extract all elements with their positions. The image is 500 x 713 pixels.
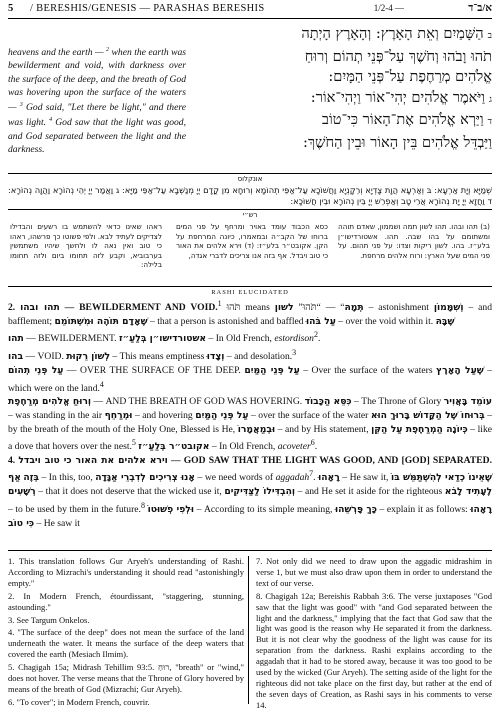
rashi-english-phrase: – and by His statement,: [275, 423, 372, 435]
rashi-english-phrase: – astonishment: [363, 302, 434, 314]
footnotes-left-column: [8, 556, 244, 710]
footnote: 8. Chagigah 12a; Bereishis Rabbah 3:6. The verse juxtaposes "God saw that the light was good" with "and God separated between the light and the darkness," implying that the fact that God saw that the light was good is the reason why He separated it from the darkness. But it is not clear why the goodness of the light was cause for its separation from the darkness. Rashi explains according to the aggadah that it had to be stored away, because it was too good to be used by the wicked (Gur Aryeh). The setting aside of the light for the righteous did not take place on the first day, but rather at the end of the seven days of Creation, as Rashi says in his comments to verse 14.: [256, 590, 492, 710]
rashi-english-phrase: – was standing in the air: [8, 409, 105, 421]
footnotes-right-column: [256, 556, 492, 713]
rashi-foreign-word: acoveter: [277, 441, 311, 453]
verse-4-text: God saw that the light was good, and God separated between the light and the darkness.: [8, 117, 187, 155]
verse-number-4: 4: [49, 117, 53, 124]
rashi-elucidated-paragraph: [8, 454, 492, 530]
rashi-english-phrase: – In Old French,: [209, 441, 278, 453]
rashi-hebrew-phrase: וְהִבְדִּילוֹ לַצַּדִּיקִים: [224, 486, 296, 498]
rashi-english-phrase: – and hovering: [132, 409, 196, 421]
rashi-hebrew-phrase: עַל פְּנֵי הַמַּיִם: [244, 364, 300, 376]
page-number: 5: [8, 3, 14, 14]
rashi-elucidated-rule: [8, 286, 492, 287]
rashi-hebrew-phrase: וּמְרַחֵף: [104, 409, 133, 421]
rashi-english-phrase: – He saw it,: [339, 472, 391, 484]
rashi-english-phrase: – In Old French,: [206, 333, 275, 345]
footnote: 7. Not only did we need to draw upon the aggadic midrashim in verse 1, but we must also draw upon them in order to understand the text of our verse.: [256, 556, 492, 588]
onkelos-label: אונקלוס: [237, 175, 263, 183]
rashi-english-phrase: .: [314, 441, 318, 453]
hebrew-verse-line-text: הַשָּׁמַיִם וְאֵת הָאָרֶץ: וְהָאָרֶץ הָיְתָה: [301, 25, 484, 42]
rashi-english-phrase: – According to its simple meaning,: [193, 504, 335, 516]
rashi-hebrew-phrase: כִּסֵּא הַכָּבוֹד: [304, 396, 352, 408]
rashi-hebrew-phrase: שֶׁאֵינוֹ כְדַאי לְהִשְׁתַּמֵּשׁ בּוֹ רְשָׁעִים: [8, 472, 493, 498]
running-title: / BERESHIS/GENESIS — PARASHAS BERESHIS: [30, 3, 265, 14]
hebrew-verse-line: [192, 24, 492, 47]
hebrew-verse-line-text: וַיַּרְא אֱלֹהִים אֶת־הָאוֹר כִּי־טוֹב: [321, 111, 484, 128]
rashi-english-phrase: – He saw it: [34, 517, 80, 529]
rashi-hebrew-phrase: בְּזֶה: [23, 472, 39, 484]
hebrew-verse-line-text: תֹהוּ וָבֹהוּ וְחֹשֶׁךְ עַל־פְּנֵי תְהוֹם וְרוּחַ: [304, 47, 492, 65]
rashi-elucidated-label: RASHI ELUCIDATED: [211, 289, 289, 296]
hebrew-verse-text: [192, 24, 492, 153]
rashi-hebrew-phrase: עַל בֹּהוּ: [305, 315, 336, 327]
onkelos-text: שְׁמַיָּא וְיָת אַרְעָא: בּ וְאַרְעָא הֲוָת צָדְיָא וְרֵקָנְיָא וַחֲשׁוֹכָא עַל־אַפֵּי תְהוֹמָא וְרוּחָא מִן קֳדָם יְיָ מְנַשְּׁבָא עַל־אַפֵּי מַיָּא: ג וַאֲמַר יְיָ יְהֵי נְהוֹרָא וַהֲוָה נְהוֹרָא: ד וַחֲזָא יְיָ יָת נְהוֹרָא אֲרֵי טָב וְאַפְרֵשׁ יְיָ בֵּין נְהוֹרָא וּבֵין חֲשׁוֹכָא:: [8, 185, 492, 206]
rashi-hebrew-phrase: וירא אלהים את האור כי טוב ויבדל: [18, 454, 168, 466]
rashi-english-phrase: — BEWILDERMENT.: [23, 333, 119, 345]
rashi-english-phrase: – Over the surface of the waters: [299, 364, 437, 376]
header-rule: [8, 18, 492, 19]
rashi-english-phrase: – over the void within it.: [335, 315, 436, 327]
rashi-english-phrase: – which were on the land.: [8, 364, 493, 394]
footnote: 4. "The surface of the deep" does not mean the surface of the land underneath the water. It means the surface of the deep waters that covered the earth (Mesiach Ilmim).: [8, 627, 244, 660]
rashi-english-phrase: – The Throne of Glory: [351, 396, 444, 408]
rashi-hebrew-phrase: עוֹמֵד בָּאֲוִיר: [443, 396, 492, 408]
rashi-english-phrase: — AND THE BREATH OF GOD WAS HOVERING.: [91, 396, 305, 408]
rashi-heading-phrase: — BEWILDERMENT AND VOID.: [59, 302, 218, 314]
rashi-label: רש״י: [242, 211, 258, 219]
rashi-foreign-word: aggadah: [275, 472, 310, 484]
hebrew-verse-line-text: וַיֹּאמֶר אֱלֹהִים יְהִי־אוֹר וַיְהִי־אוֹר:: [310, 88, 486, 106]
verse-3-text: God said, "Let there be light," and there was light.: [8, 102, 186, 129]
rashi-hebrew-phrase: אָנוּ צְרִיכִים לְדִבְרֵי אַגָּדָה: [95, 472, 196, 484]
hebrew-verse-number: ד: [487, 117, 492, 127]
footnote-marker: 2: [313, 330, 318, 340]
rashi-hebrew-phrase: אקובט״ר בְּלַעַ״ז: [138, 441, 210, 453]
rashi-hebrew-phrase: לשון: [274, 302, 294, 314]
rashi-english-phrase: – explain it as follows:: [376, 504, 471, 516]
rashi-hebrew-phrase: תהו: [8, 333, 24, 345]
rashi-english-phrase: – and He set it aside for the righteous: [295, 486, 445, 498]
rashi-elucidated-paragraph: [8, 364, 492, 395]
rashi-hebrew-phrase: וּבְמַאֲמָרוֹ: [237, 423, 276, 435]
rashi-english-phrase: ”תֹּהוּ“ — “: [293, 302, 345, 314]
hebrew-verse-line: [192, 67, 492, 88]
rashi-hebrew-column-1: (ב) תהו ובהו. תהו לשון תמה ושממון, שאדם תוהה ומשתומם על בהו שבה. תהו. אשטורדישו״ן בלע״ז. בהו. לשון ריקות וצדו: על פני תהום. על פני המים שעל הארץ: ורוח אלהים מרחפת.: [338, 222, 490, 260]
hebrew-verse-line-text: וַיַּבְדֵּל אֱלֹהִים בֵּין הָאוֹר וּבֵין הַחֹשֶׁךְ:: [303, 133, 492, 151]
rashi-elucidated-paragraph: [8, 346, 492, 364]
hebrew-verse-number: ב: [487, 31, 492, 41]
rashi-english-phrase: — VOID.: [23, 351, 67, 363]
rashi-heading-phrase: 4.: [8, 454, 19, 466]
rashi-hebrew-phrase: וְרוּחַ אֱלֹהִים מְרַחֶפֶת: [8, 396, 92, 408]
hebrew-verse-line: [192, 47, 492, 68]
rashi-hebrew-phrase: שֶׁעַל הָאָרֶץ: [436, 364, 484, 376]
rashi-english-phrase: — OVER THE SURFACE OF THE DEEP.: [63, 364, 245, 376]
footnotes-column-divider: [248, 556, 249, 704]
english-translation: [8, 44, 186, 156]
rashi-english-phrase: – we need words of: [195, 472, 276, 484]
verse-number-3: 3: [19, 102, 23, 108]
rashi-hebrew-phrase: לְשׁוֹן רֵקוּת: [66, 351, 111, 363]
rashi-foreign-word: estordison: [274, 333, 314, 345]
footnote-marker: 5: [131, 438, 136, 448]
rashi-elucidated-text: [8, 297, 492, 530]
footnote-marker: 3: [292, 348, 297, 358]
rashi-hebrew-phrase: רָאָהוּ: [318, 472, 340, 484]
rashi-hebrew-phrase: תְּמָהּ: [344, 302, 364, 314]
rashi-english-phrase: – and bafflement;: [8, 302, 493, 327]
rashi-hebrew-phrase: רָאָהוּ כִּי טוֹב: [8, 504, 492, 529]
rashi-hebrew-phrase: שֶׁאָדָם תּוֹהֶה וּמִשְׁתּוֹמֵם: [54, 315, 148, 327]
verse-number-2: 2: [106, 47, 110, 53]
rashi-english-phrase: – In this, too,: [39, 472, 96, 484]
rashi-hebrew-phrase: כְּיוֹנָה הַמְרַחֶפֶת עַל הַקֵּן: [371, 423, 468, 435]
rashi-english-phrase: תֹּהוּ means: [221, 302, 275, 314]
rashi-english-phrase: – that a person is astonished and baffled: [147, 315, 306, 327]
footnote: 2. In Modern French, étourdissant, "staggering, stunning, astounding.": [8, 590, 244, 612]
onkelos-top-rule: [8, 173, 492, 174]
rashi-hebrew-phrase: תהו ובהו: [20, 302, 60, 314]
verse-reference: 1/2-4 —: [373, 3, 404, 13]
hebrew-verse-line-text: אֱלֹהִים מְרַחֶפֶת עַל־פְּנֵי הַמָּיִם:: [328, 68, 492, 85]
footnote-marker: 8: [140, 500, 145, 510]
rashi-hebrew-phrase: עַל פְּנֵי הַמַּיִם: [195, 409, 249, 421]
rashi-english-phrase: – that it does not deserve that the wicked use it,: [35, 486, 225, 498]
footnotes-rule: [8, 550, 492, 551]
hebrew-verse-reference: א/ב־ד: [468, 3, 492, 14]
rashi-english-phrase: .: [313, 472, 316, 484]
rashi-elucidated-paragraph: [8, 395, 492, 454]
rashi-hebrew-phrase: אַף: [8, 472, 21, 484]
hebrew-verse-line: [192, 110, 492, 133]
rashi-hebrew-phrase: בְּרוּחוֹ שֶׁל הַקָּדוֹשׁ בָּרוּךְ הוּא: [370, 409, 485, 421]
footnote: 3. See Targum Onkelos.: [8, 614, 90, 625]
rashi-hebrew-phrase: שֶׁבָּהּ: [435, 315, 455, 327]
rashi-hebrew-column-3: ראהו שאינו כדאי להשתמש בו רשעים והבדילו לצדיקים לעתיד לבא. ולפי פשוטו כך פרשהו, ראהו כי טוב ואין נאה לו ולחשך שיהיו משתמשין בערבוביא, וקבע לזה תחומו ביום ולזה תחומו בלילה:: [10, 222, 162, 270]
rashi-english-phrase: – by the breath of the mouth of the Holy One, Blessed is He,: [8, 409, 492, 435]
hebrew-verse-line: [192, 88, 492, 111]
rashi-hebrew-phrase: וּלְפִי פְשׁוּטוֹ: [147, 504, 194, 516]
footnote: 5. Chagigah 15a; Midrash Tehillim 93:5. רוּחַ, "breath" or "wind," does not hover. The verse means that the Throne of Glory hovered by means of the breath of God (Mizrachi; Gur Aryeh).: [8, 662, 244, 694]
rashi-english-phrase: – to be used by them in the future.: [8, 504, 141, 516]
rashi-english-phrase: – This means emptiness: [110, 351, 207, 363]
rashi-english-phrase: – over the surface of the water: [248, 409, 371, 421]
rashi-hebrew-phrase: בהו: [8, 351, 24, 363]
rashi-english-phrase: .: [317, 333, 321, 345]
footnote-marker: 1: [217, 299, 222, 308]
footnote-marker: 4: [99, 379, 104, 389]
rashi-hebrew-phrase: וְשִׁמָּמוֹן: [433, 302, 464, 314]
footnote: 6. "To cover"; in Modern French, couvrir.: [8, 696, 150, 707]
rashi-heading-phrase: 2.: [8, 302, 21, 314]
running-header: [8, 3, 492, 17]
rashi-hebrew-phrase: אשטורדישו״ן בְּלַעַ״ז: [118, 333, 207, 345]
footnote: 1. This translation follows Gur Aryeh's understanding of Rashi. According to Mizrachi's understanding it should read "astonishingly empty.": [8, 556, 244, 588]
rashi-hebrew-phrase: כָּךְ פָּרְשֵׁהוּ: [335, 504, 377, 516]
rashi-english-phrase: – and desolation.: [224, 351, 293, 363]
rashi-hebrew-column-2: כסא הכבוד עומד באויר ומרחף על פני המים ברוחו של הקב״ה ובמאמרו, כיונה המרחפת על הקן. אקובט״ר בלע״ז: (ד) וירא אלהים את האור כי טוב ויבדל. אף בזה אנו צריכים לדברי אגדה,: [176, 222, 328, 260]
rashi-hebrew-phrase: עַל פְּנֵי תְהוֹם: [8, 364, 64, 376]
rashi-elucidated-paragraph: [8, 297, 492, 328]
rashi-elucidated-paragraph: [8, 328, 492, 346]
verse-2-opening: heavens and the earth —: [8, 47, 107, 59]
footnote-marker: 7: [309, 469, 314, 479]
hebrew-verse-line: [192, 133, 492, 154]
rashi-english-phrase: – like a dove that hovers over the nest.: [8, 423, 493, 453]
hebrew-verse-number: ג: [489, 94, 492, 105]
rashi-top-rule: [8, 209, 492, 210]
rashi-hebrew-phrase: לֶעָתִיד לָבֹא: [444, 486, 492, 498]
rashi-heading-phrase: — GOD SAW THAT THE LIGHT WAS GOOD, AND [GOD] SEPARATED.: [167, 454, 492, 466]
footnote-marker: 6: [310, 438, 315, 448]
rashi-hebrew-phrase: וְצָדוּ: [206, 351, 225, 363]
verse-2-text: when the earth was bewilderment and void, with darkness over the surface of the deep, and the breath of God was hovering upon the surface of the waters —: [8, 47, 186, 114]
